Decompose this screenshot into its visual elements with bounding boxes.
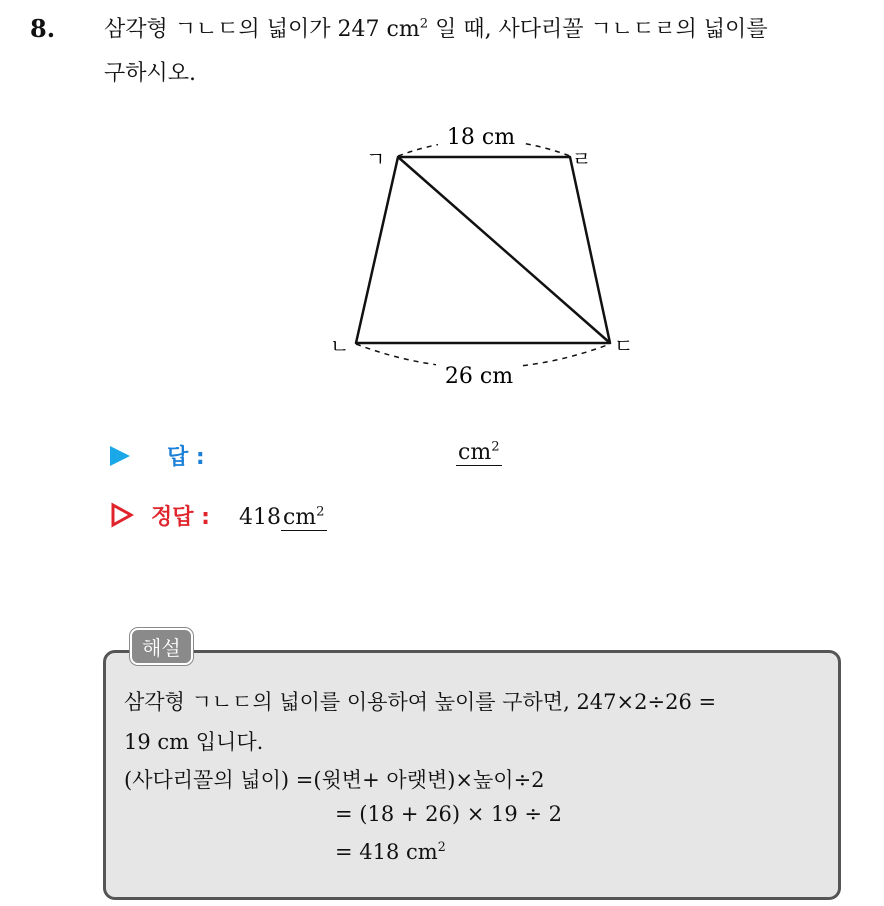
- explanation-tag: 해설: [130, 628, 193, 665]
- correct-unit-text: cm: [282, 505, 317, 530]
- bottom-length-label: 26 cm: [444, 364, 514, 389]
- area-unit: cm: [386, 17, 420, 42]
- correct-answer-label: 정답 :: [151, 505, 210, 530]
- vertex-label-nieun: ㄴ: [330, 334, 350, 358]
- explanation-line2: 19 cm 입니다.: [124, 730, 264, 754]
- trapezoid-figure: [320, 110, 650, 400]
- question-text-a: 삼각형 ㄱㄴㄷ의 넓이가 247: [104, 17, 380, 42]
- explanation-line5-exponent: 2: [437, 839, 446, 854]
- vertex-label-rieul: ㄹ: [572, 147, 592, 171]
- explanation-line3: (사다리꼴의 넓이) =(윗변+ 아랫변)×높이÷2: [124, 768, 545, 792]
- answer-label: 답 :: [167, 445, 205, 470]
- answer-row: [110, 439, 500, 471]
- vertex-label-giyeok: ㄱ: [366, 147, 386, 171]
- question-text-line1: [104, 16, 768, 44]
- diagonal-line: [398, 157, 610, 343]
- answer-unit-text: cm: [458, 440, 492, 465]
- correct-unit-exponent: 2: [316, 504, 325, 520]
- explanation-line1: 삼각형 ㄱㄴㄷ의 넓이를 이용하여 높이를 구하면, 247×2÷26 =: [124, 690, 717, 714]
- answer-unit-exponent: 2: [491, 439, 500, 455]
- top-length-label: 18 cm: [446, 125, 516, 150]
- explanation-line5: [335, 840, 446, 864]
- explanation-line4: = (18 + 26) × 19 ÷ 2: [335, 802, 563, 826]
- outline-triangle-icon: [110, 502, 134, 528]
- question-text-line2: 구하시오.: [104, 61, 197, 86]
- correct-answer-row: [110, 500, 327, 531]
- correct-answer-unit: [281, 505, 327, 531]
- correct-answer-value: 418: [238, 505, 281, 530]
- question-text-b: 일 때, 사다리꼴 ㄱㄴㄷㄹ의 넓이를: [428, 17, 768, 42]
- explanation-line5-text: = 418 cm: [335, 840, 438, 864]
- area-unit-exponent: 2: [419, 16, 429, 32]
- question-number: 8.: [30, 14, 56, 43]
- trapezoid-outline: [356, 157, 610, 343]
- answer-unit: [456, 440, 502, 466]
- play-triangle-icon: [110, 446, 130, 466]
- vertex-label-digeut: ㄷ: [614, 334, 634, 358]
